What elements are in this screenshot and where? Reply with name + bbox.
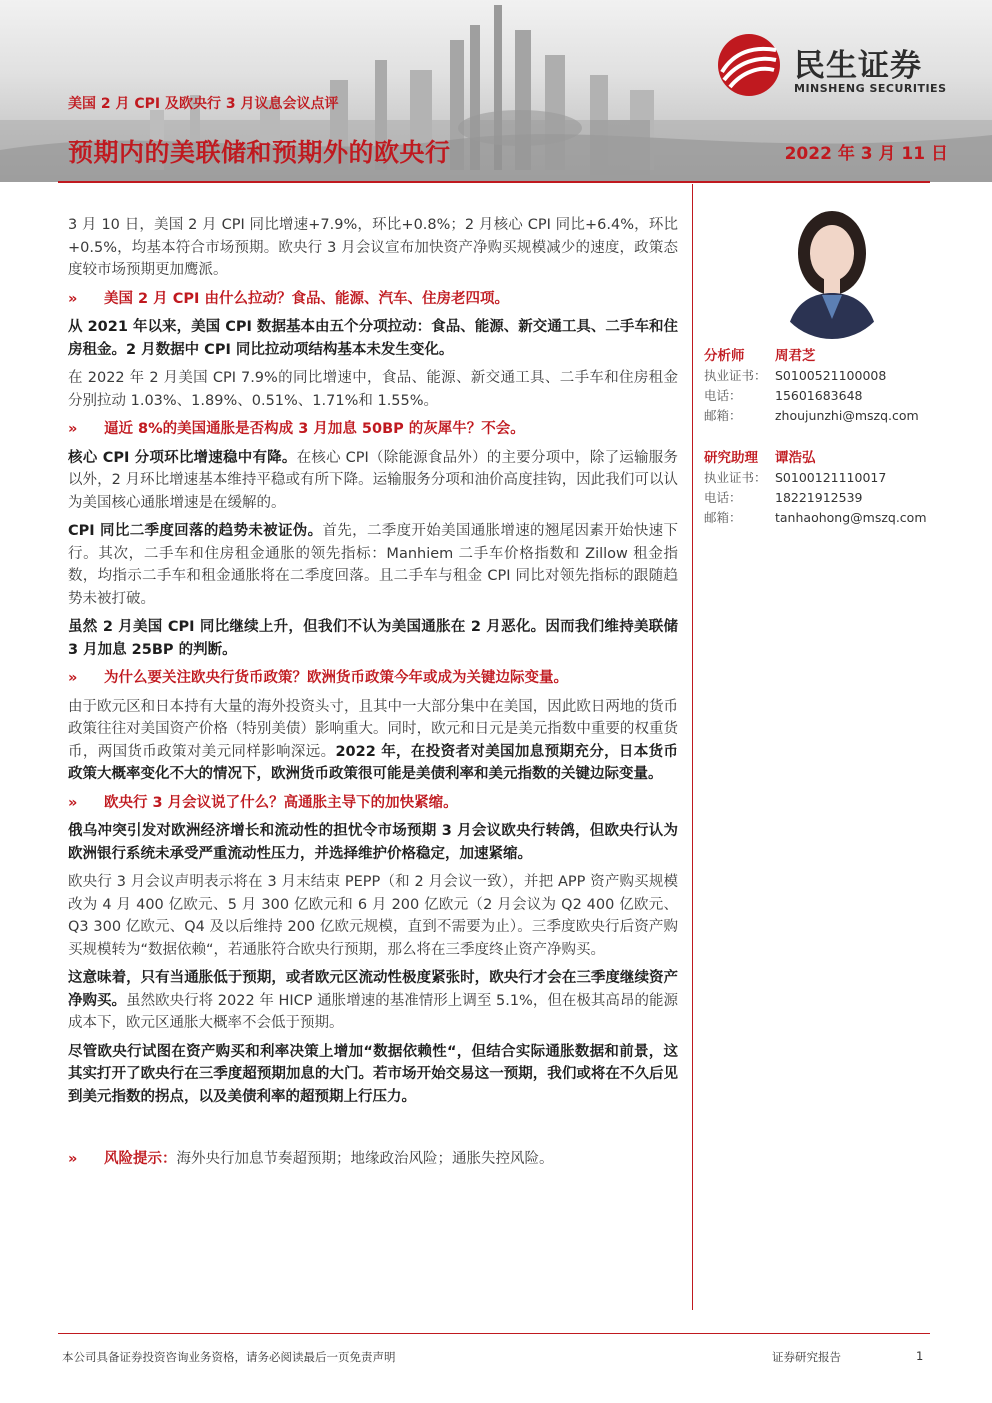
analyst-license-row bbox=[704, 366, 964, 386]
double-chevron-right-icon: » bbox=[68, 670, 78, 686]
brand-name-cn: 民生证券 bbox=[794, 48, 922, 84]
bold-text: 俄乌冲突引发对欧洲经济增长和流动性的担忧令市场预期 3 月会议欧央行转鸽，但欧央行认为欧洲银行系统未承受严重流动性压力，并选择维护价格稳定，加速紧缩。 bbox=[68, 823, 678, 862]
analyst-role-row bbox=[704, 448, 964, 468]
body-text: 欧央行 3 月会议声明表示将在 3 月末结束 PEPP（和 2 月会议一致），并把 APP 资产购买规模改为 4 月 400 亿欧元、5 月 300 亿欧元和 6 月 200 亿欧元（2 月会议为 Q2 400 亿欧元、Q3 300 亿欧元、Q4 及以后维持 200 亿欧元规模，直到不需要为止）。三季度欧央行后资产购买规模转为“数据依赖“，若通胀符合欧央行预期，那么将在三季度终止资产净购买。 bbox=[68, 874, 678, 958]
paragraph bbox=[68, 696, 678, 786]
paragraph bbox=[68, 316, 678, 361]
paragraph bbox=[68, 967, 678, 1035]
section-heading bbox=[68, 667, 678, 690]
footer-disclaimer: 本公司具备证券投资咨询业务资格，请务必阅读最后一页免责声明 bbox=[62, 1350, 396, 1364]
page-title: 预期内的美联储和预期外的欧央行 bbox=[68, 138, 451, 167]
minsheng-logo-icon bbox=[714, 32, 784, 98]
analyst-name: 谭浩弘 bbox=[775, 450, 816, 466]
analyst-license-row bbox=[704, 468, 964, 488]
paragraph bbox=[68, 820, 678, 865]
paragraph bbox=[68, 447, 678, 515]
header-banner bbox=[0, 0, 992, 182]
section-heading-text: 欧央行 3 月会议说了什么？高通胀主导下的加快紧缩。 bbox=[104, 794, 458, 811]
analyst-photo bbox=[772, 195, 892, 339]
license-number: S0100521100008 bbox=[775, 368, 887, 383]
body-text: 由于欧元区和日本持有大量的海外投资头寸，且其中一大部分集中在美国，因此欧日两地的货币政策往往对美国资产价格（特别美债）影响重大。同时，欧元和日元是美元指数中重要的权重货币，两国货币政策对美元同样影响深远。 bbox=[68, 698, 678, 760]
risk-warning bbox=[68, 1148, 678, 1171]
paragraph bbox=[68, 1041, 678, 1109]
bold-text: 从 2021 年以来，美国 CPI 数据基本由五个分项拉动：食品、能源、新交通工具、二手车和住房租金。2 月数据中 CPI 同比拉动项结构基本未发生变化。 bbox=[68, 319, 678, 358]
publish-date: 2022 年 3 月 11 日 bbox=[784, 144, 948, 164]
double-chevron-right-icon: » bbox=[68, 421, 78, 437]
license-label: 执业证书： bbox=[704, 368, 767, 383]
intro-paragraph: 3 月 10 日，美国 2 月 CPI 同比增速+7.9%，环比+0.8%；2 月核心 CPI 同比+6.4%，环比+0.5%，均基本符合市场预期。欧央行 3 月会议宣布加快资产净购买规模减少的速度，政策态度较市场预期更加鹰派。 bbox=[68, 217, 678, 278]
body-text: 在核心 CPI（除能源食品外）的主要分项中，除了运输服务以外，2 月环比增速基本维持平稳或有所下降。运输服务分项和油价高度挂钩，因此我们可以认为美国核心通胀增速是在缓解的。 bbox=[68, 449, 678, 511]
analyst-name: 周君芝 bbox=[775, 348, 816, 364]
section-heading bbox=[68, 418, 678, 441]
footer-doc-type: 证券研究报告 bbox=[772, 1350, 841, 1364]
analyst-role-row bbox=[704, 346, 964, 366]
brand-logo bbox=[714, 32, 974, 102]
page-number: 1 bbox=[916, 1349, 924, 1363]
risk-text: 海外央行加息节奏超预期；地缘政治风险；通胀失控风险。 bbox=[176, 1151, 554, 1167]
license-number: S0100121110017 bbox=[775, 470, 887, 485]
bold-text: 这意味着，只有当通胀低于预期，或者欧元区流动性极度紧张时，欧央行才会在三季度继续资产净购买。 bbox=[68, 970, 678, 1009]
section-heading-text: 逼近 8%的美国通胀是否构成 3 月加息 50BP 的灰犀牛？不会。 bbox=[104, 421, 525, 437]
phone-label: 电话： bbox=[704, 490, 742, 505]
phone-number: 18221912539 bbox=[775, 490, 863, 505]
email-label: 邮箱： bbox=[704, 510, 742, 525]
body-text: 虽然欧央行将 2022 年 HICP 通胀增速的基准情形上调至 5.1%，但在极其高昂的能源成本下，欧元区通胀大概率不会低于预期。 bbox=[68, 992, 678, 1031]
paragraph bbox=[68, 520, 678, 610]
header-divider bbox=[58, 181, 930, 183]
bold-text: 尽管欧央行试图在资产购买和利率决策上增加“数据依赖性“，但结合实际通胀数据和前景，这其实打开了欧央行在三季度超预期加息的大门。若市场开始交易这一预期，我们或将在不久后见到美元指数的拐点，以及美债利率的超预期上行压力。 bbox=[68, 1043, 678, 1105]
paragraph bbox=[68, 871, 678, 961]
section-heading-text: 为什么要关注欧央行货币政策？欧洲货币政策今年或成为关键边际变量。 bbox=[104, 670, 568, 686]
analyst-phone-row bbox=[704, 488, 964, 508]
report-type: 美国 2 月 CPI 及欧央行 3 月议息会议点评 bbox=[68, 96, 339, 112]
brand-name-en: MINSHENG SECURITIES bbox=[794, 82, 947, 95]
section-heading-text: 美国 2 月 CPI 由什么拉动？食品、能源、汽车、住房老四项。 bbox=[104, 290, 509, 307]
column-divider bbox=[692, 184, 693, 1310]
bold-text: 虽然 2 月美国 CPI 同比继续上升，但我们不认为美国通胀在 2 月恶化。因而我们维持美联储 3 月加息 25BP 的判断。 bbox=[68, 619, 678, 658]
paragraph bbox=[68, 367, 678, 412]
bold-text: 核心 CPI 分项环比增速稳中有降。 bbox=[68, 449, 297, 466]
analyst-phone-row bbox=[704, 386, 964, 406]
report-body bbox=[68, 214, 678, 1171]
body-text: 首先，二季度开始美国通胀增速的翘尾因素开始快速下行。其次，二手车和住房租金通胀的领先指标：Manhiem 二手车价格指数和 Zillow 租金指数，均指示二手车和租金通胀将在二季度回落。且二手车与租金 CPI 同比对领先指标的跟随趋势未被打破。 bbox=[68, 523, 679, 607]
analyst-role: 分析师 bbox=[704, 348, 745, 364]
footer-divider bbox=[58, 1333, 930, 1334]
section-heading bbox=[68, 288, 678, 311]
double-chevron-right-icon: » bbox=[68, 290, 78, 307]
bold-text: CPI 同比二季度回落的趋势未被证伪。 bbox=[68, 523, 323, 539]
paragraph bbox=[68, 616, 678, 661]
analyst-email-row bbox=[704, 406, 964, 426]
body-text: 在 2022 年 2 月美国 CPI 7.9%的同比增速中，食品、能源、新交通工具、二手车和住房租金分别拉动 1.03%、1.89%、0.51%、1.71%和 1.55%。 bbox=[68, 370, 678, 409]
double-chevron-right-icon: » bbox=[68, 794, 78, 811]
license-label: 执业证书： bbox=[704, 470, 767, 485]
phone-number: 15601683648 bbox=[775, 388, 863, 403]
double-chevron-right-icon: » bbox=[68, 1151, 78, 1167]
analyst-portrait-image bbox=[772, 195, 892, 339]
email-label: 邮箱： bbox=[704, 408, 742, 423]
analyst-email-row bbox=[704, 508, 964, 528]
risk-label: 风险提示： bbox=[104, 1151, 177, 1167]
analyst-panel bbox=[704, 346, 964, 528]
section-heading bbox=[68, 792, 678, 815]
analyst-role: 研究助理 bbox=[704, 450, 758, 466]
email-link[interactable]: tanhaohong@mszq.com bbox=[775, 510, 927, 525]
email-link[interactable]: zhoujunzhi@mszq.com bbox=[775, 408, 919, 423]
bold-text: 2022 年，在投资者对美国加息预期充分，日本货币政策大概率变化不大的情况下，欧洲货币政策很可能是美债利率和美元指数的关键边际变量。 bbox=[68, 743, 678, 782]
phone-label: 电话： bbox=[704, 388, 742, 403]
